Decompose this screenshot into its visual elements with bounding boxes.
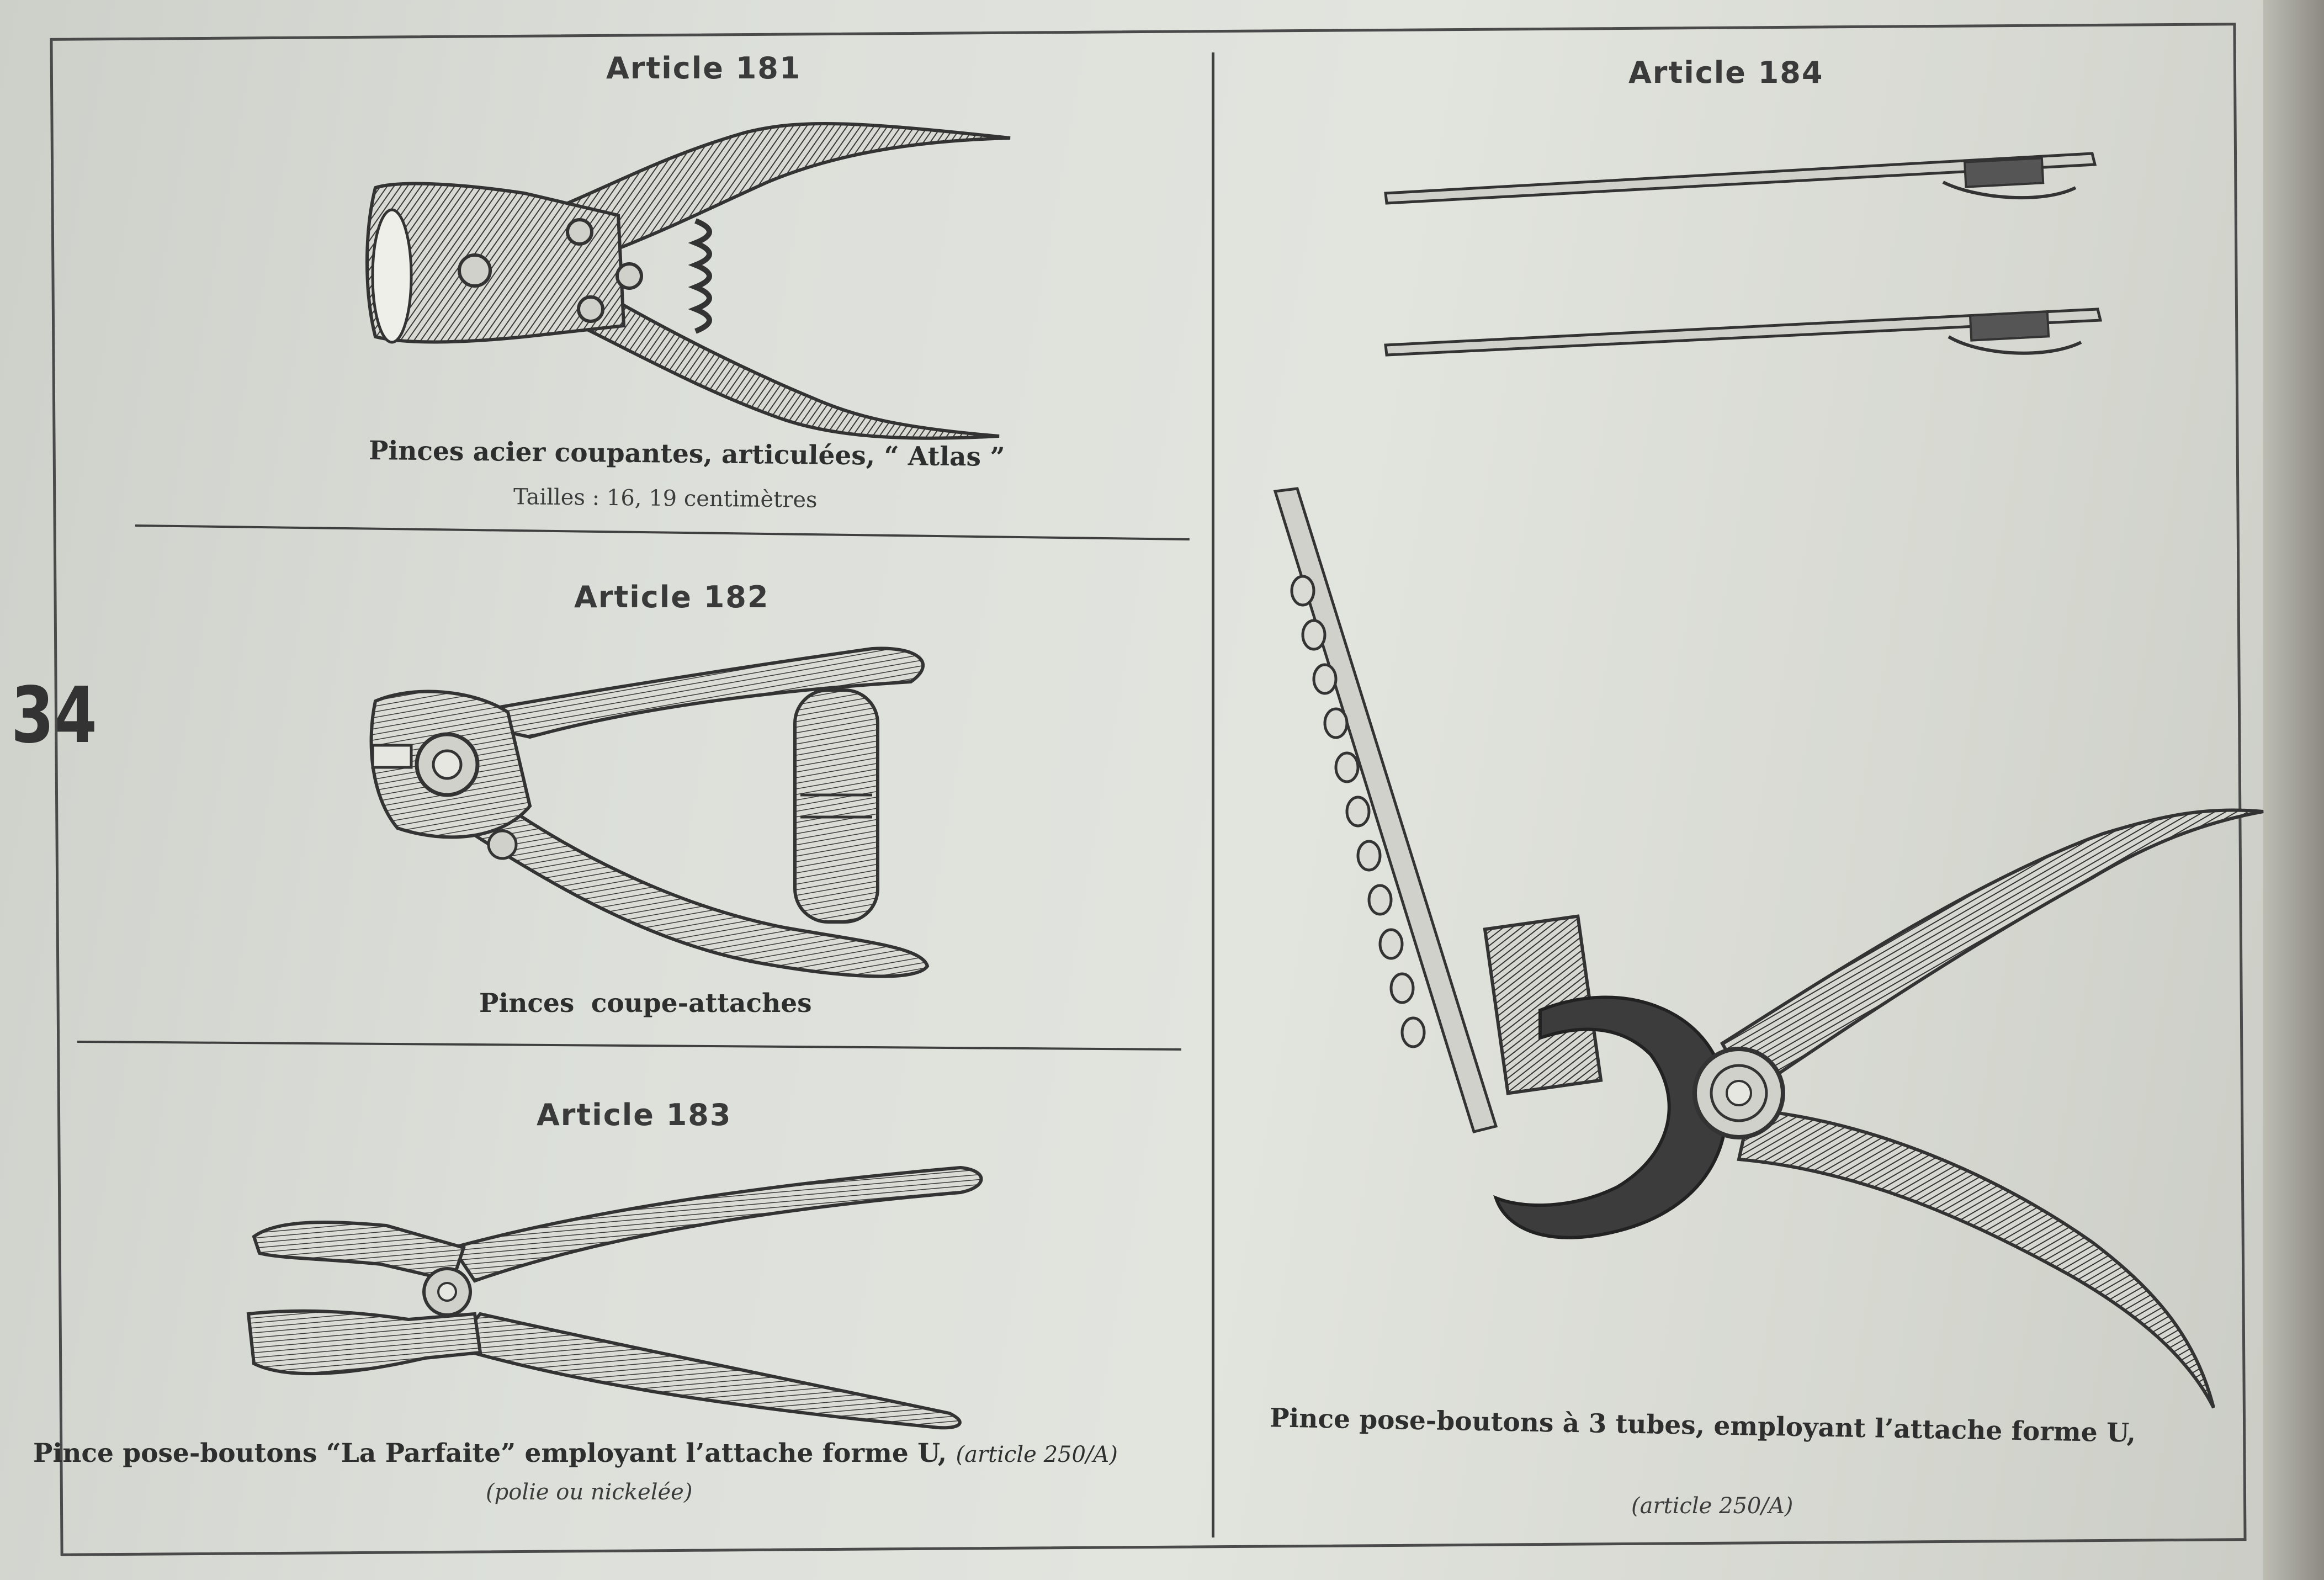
article-183-title: Article 183 (537, 1097, 732, 1132)
article-184-title: Article 184 (1628, 55, 1824, 90)
attachment-cutter-pliers-illustration (364, 640, 944, 994)
article-184-caption-ref: (article 250/A) (1631, 1493, 1794, 1519)
three-tube-button-pliers-illustration (1264, 480, 2274, 1419)
article-184-caption: Pince pose-boutons à 3 tubes, employant l’attache forme U, (1269, 1403, 2136, 1449)
loading-tube-1 (1386, 153, 2095, 203)
article-183-caption-main: Pince pose-boutons “La Parfaite” employant l’attache forme U, (33, 1438, 947, 1468)
article-181-sizes: Tailles : 16, 19 centimètres (513, 484, 818, 513)
column-divider (1212, 52, 1214, 1537)
article-182-title: Article 182 (574, 580, 770, 614)
article-181-caption: Pinces acier coupantes, articulées, “ Atlas ” (368, 435, 1005, 473)
loading-tube-2 (1386, 309, 2100, 355)
article-183-caption-ref: (article 250/A) (956, 1442, 1118, 1467)
loading-tube-illustrations (1380, 138, 2120, 381)
cutting-pliers-illustration (359, 110, 1021, 453)
button-setting-pliers-illustration (243, 1154, 994, 1430)
article-183-caption (33, 1438, 1118, 1468)
article-182-caption: Pinces coupe-attaches (479, 988, 812, 1019)
page-number: 34 (11, 671, 97, 761)
article-183-finish: (polie ou nickelée) (486, 1480, 693, 1505)
article-181-title: Article 181 (606, 51, 802, 86)
